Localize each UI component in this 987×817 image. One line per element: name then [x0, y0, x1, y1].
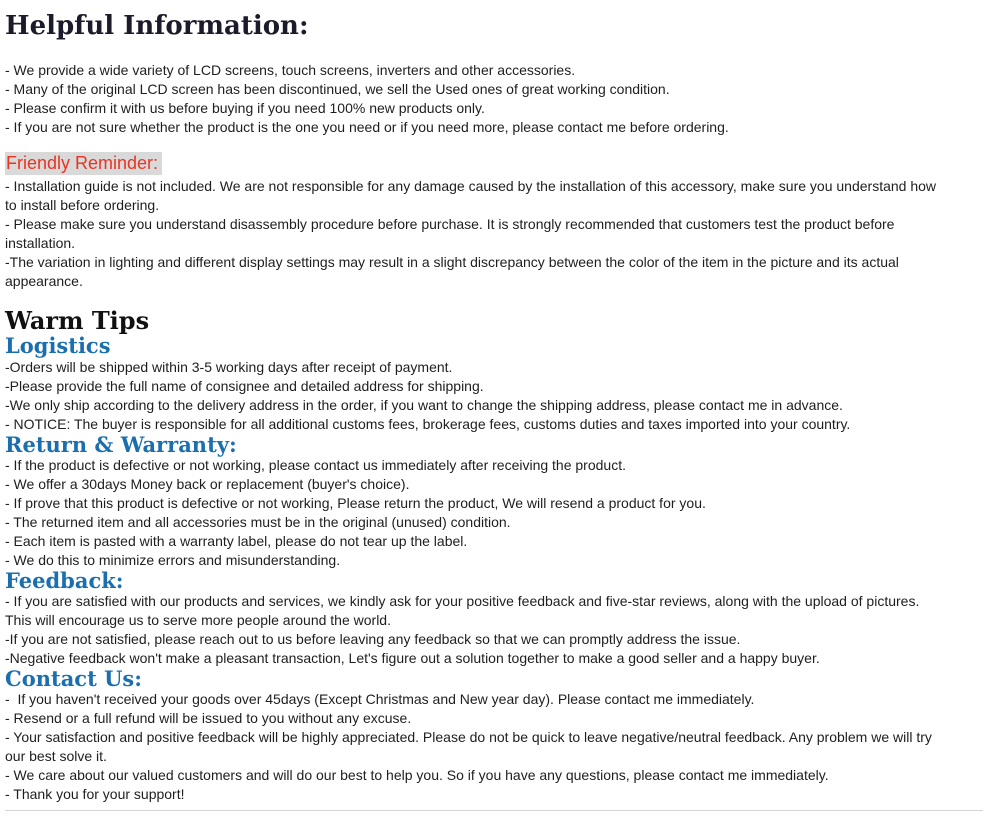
friendly-reminder-title [5, 152, 983, 174]
helpful-line: - Please confirm it with us before buying if you need 100% new products only. [5, 100, 485, 116]
contact-line: - If you haven't received your goods over 45days (Except Christmas and New year day). Please contact me immediately. [5, 691, 755, 707]
contact-line: - Your satisfaction and positive feedback will be highly appreciated. Please do not be quick to leave negative/neutral feedback. Any problem we will try [5, 729, 932, 745]
contact-line: - Resend or a full refund will be issued to you without any excuse. [5, 710, 412, 726]
warranty-line: - We offer a 30days Money back or replacement (buyer's choice). [5, 476, 410, 492]
contact-us-title: Contact Us: [5, 666, 142, 691]
reminder-line: to install before ordering. [5, 197, 160, 213]
helpful-information-title: Helpful Information: [5, 11, 309, 41]
feedback-line: -If you are not satisfied, please reach out to us before leaving any feedback so that we can promptly address the issue. [5, 631, 741, 647]
reminder-line: - Please make sure you understand disassembly procedure before purchase. It is strongly recommended that customers test the product before [5, 216, 895, 232]
friendly-reminder-list [5, 177, 983, 291]
warranty-line: - If the product is defective or not working, please contact us immediately after receiving the product. [5, 457, 626, 473]
reminder-line: -The variation in lighting and different display settings may result in a slight discrepancy between the color of the item in the picture and its actual [5, 254, 899, 270]
helpful-line: - We provide a wide variety of LCD screens, touch screens, inverters and other accessories. [5, 62, 576, 78]
feedback-list [5, 592, 983, 668]
return-warranty-list [5, 456, 983, 570]
feedback-line: This will encourage us to serve more people around the world. [5, 612, 391, 628]
bottom-divider [5, 810, 983, 811]
logistics-list [5, 358, 983, 434]
warranty-line: - The returned item and all accessories must be in the original (unused) condition. [5, 514, 511, 530]
logistics-line: - NOTICE: The buyer is responsible for all additional customs fees, brokerage fees, customs duties and taxes imported into your country. [5, 416, 851, 432]
logistics-line: -Please provide the full name of consignee and detailed address for shipping. [5, 378, 484, 394]
reminder-line: - Installation guide is not included. We are not responsible for any damage caused by the installation of this accessory, make sure you understand how [5, 178, 937, 194]
reminder-line: installation. [5, 235, 76, 251]
feedback-line: -Negative feedback won't make a pleasant transaction, Let's figure out a solution together to make a good seller and a happy buyer. [5, 650, 820, 666]
helpful-line: - If you are not sure whether the product is the one you need or if you need more, please contact me before ordering. [5, 119, 729, 135]
warm-tips-title: Warm Tips [5, 306, 150, 335]
feedback-line: - If you are satisfied with our products and services, we kindly ask for your positive feedback and five-star reviews, along with the upload of pictures. [5, 593, 920, 609]
logistics-line: -We only ship according to the delivery address in the order, if you want to change the shipping address, please contact me in advance. [5, 397, 843, 413]
contact-line: our best solve it. [5, 748, 107, 764]
feedback-title: Feedback: [5, 568, 124, 593]
helpful-line: - Many of the original LCD screen has been discontinued, we sell the Used ones of great working condition. [5, 81, 670, 97]
helpful-information-list [5, 61, 983, 137]
friendly-reminder-highlight: Friendly Reminder: [5, 152, 162, 175]
logistics-title: Logistics [5, 333, 111, 358]
warranty-line: - We do this to minimize errors and misunderstanding. [5, 552, 341, 568]
warranty-line: - Each item is pasted with a warranty label, please do not tear up the label. [5, 533, 468, 549]
warranty-line: - If prove that this product is defective or not working, Please return the product, We will resend a product for you. [5, 495, 706, 511]
contact-line: - We care about our valued customers and will do our best to help you. So if you have any questions, please contact me immediately. [5, 767, 829, 783]
return-warranty-title: Return & Warranty: [5, 432, 237, 457]
contact-us-list [5, 690, 983, 804]
reminder-line: appearance. [5, 273, 83, 289]
logistics-line: -Orders will be shipped within 3-5 working days after receipt of payment. [5, 359, 453, 375]
contact-line: - Thank you for your support! [5, 786, 185, 802]
